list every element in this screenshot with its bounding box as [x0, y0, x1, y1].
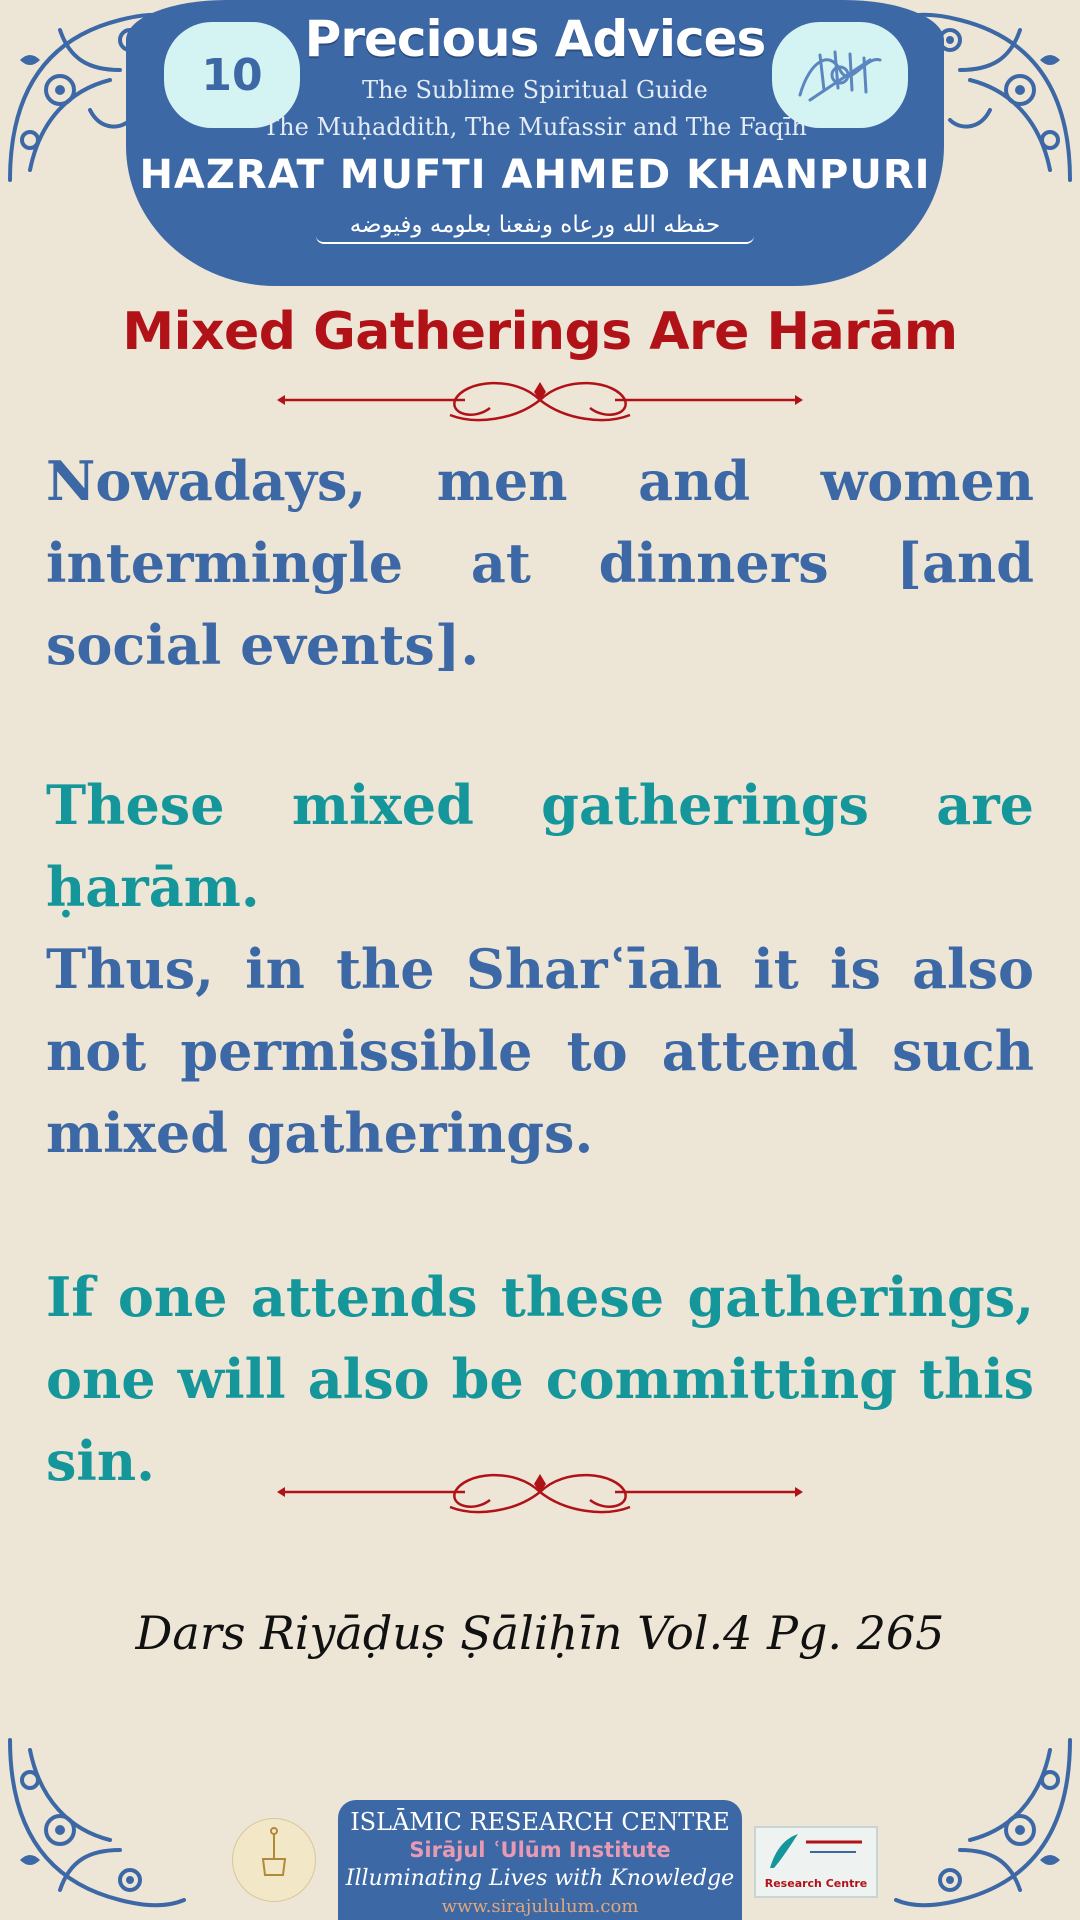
footer-banner	[338, 1800, 742, 1920]
research-centre-logo	[754, 1826, 878, 1898]
footer-institute-name: Sirājul ʿUlūm Institute	[409, 1838, 671, 1862]
arabic-dua: حفظه الله ورعاه ونفعنا بعلومه وفيوضه	[316, 210, 754, 244]
header-subtitle: The Sublime Spiritual Guide	[362, 76, 708, 104]
badge-number: 10	[201, 49, 263, 101]
institute-logo	[232, 1818, 316, 1902]
footer-website-link[interactable]: www.sirajululum.com	[441, 1896, 639, 1917]
ornamental-divider	[275, 370, 805, 430]
header-title: Precious Advices	[304, 10, 766, 68]
paragraph-ruling: These mixed gatherings are ḥarām.	[46, 773, 1034, 919]
paragraph-warning: If one attends these gatherings, one will also be committing this sin.	[46, 1265, 1034, 1493]
source-reference: Dars Riyāḍuṣ Ṣāliḥīn Vol.4 Pg. 265	[135, 1606, 945, 1660]
ornamental-divider-bottom	[275, 1462, 805, 1522]
footer-org-name: ISLĀMIC RESEARCH CENTRE	[350, 1808, 730, 1836]
header-banner	[126, 0, 944, 286]
paragraph-intro: Nowadays, men and women intermingle at dinners [and social events].	[46, 449, 1034, 677]
footer-tagline: Illuminating Lives with Knowledge	[345, 1866, 735, 1891]
header-scholar-titles: The Muḥaddith, The Mufassir and The Faqīh	[263, 113, 807, 141]
paragraph-consequence: Thus, in the Sharʿīah it is also not permissible to attend such mixed gatherings.	[46, 937, 1034, 1165]
corner-ornament-bottom-right	[890, 1730, 1080, 1920]
research-centre-label: Research Centre	[764, 1877, 868, 1890]
quill-icon	[756, 1828, 876, 1872]
corner-ornament-bottom-left	[0, 1730, 190, 1920]
scholar-name: HAZRAT MUFTI AHMED KHANPURI	[139, 152, 931, 198]
page-title: Mixed Gatherings Are Harām	[122, 302, 958, 362]
